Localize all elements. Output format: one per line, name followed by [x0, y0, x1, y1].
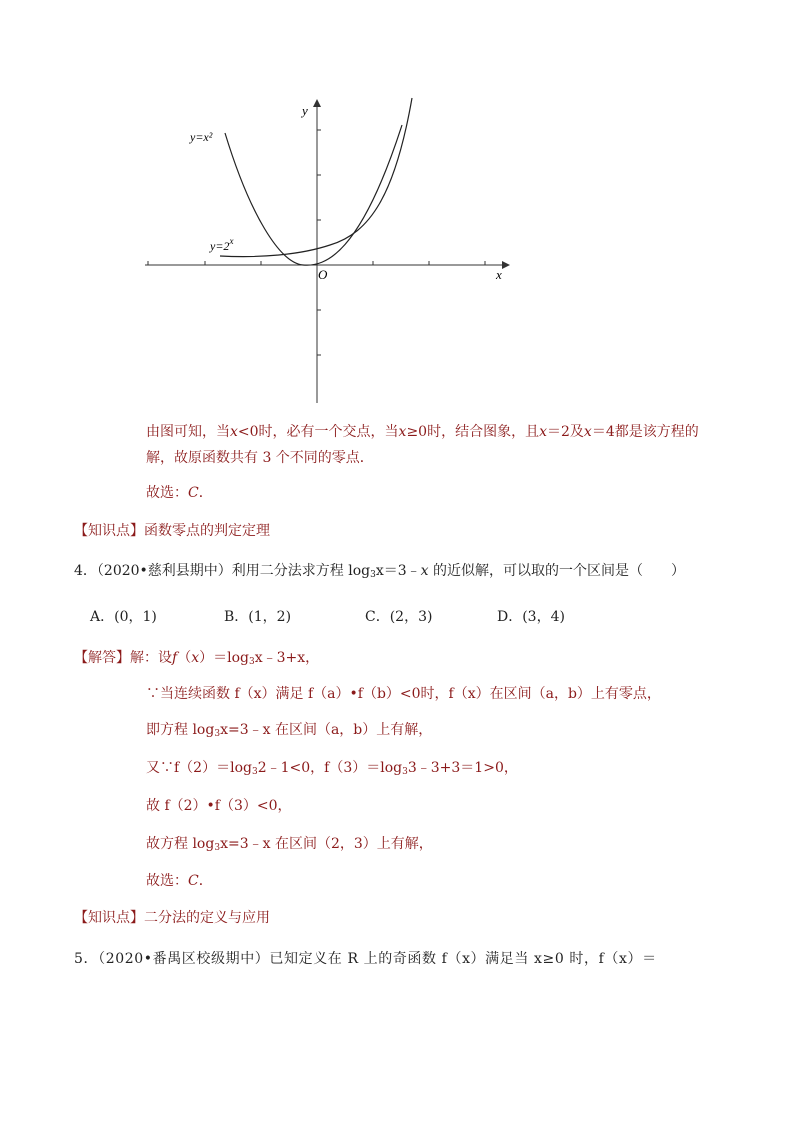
function-graph [140, 95, 520, 410]
knowledge-point-3: 【知识点】函数零点的判定定理 [74, 523, 270, 539]
x-axis-label: x [496, 267, 502, 282]
y-ticks [317, 130, 321, 355]
solution3-answer: 故选：C． [146, 485, 213, 501]
solution4-line2: ∵当连续函数 f（x）满足 f（a）•f（b）<0时，f（x）在区间（a，b）上有零点， [146, 686, 661, 702]
solution4-line5: 故 f（2）•f（3）<0， [146, 798, 292, 814]
choice-a: A．(0，1) [90, 609, 157, 625]
solution4-answer: 故选：C． [146, 873, 213, 889]
curve-x-squared [225, 125, 402, 265]
x-axis-arrow [502, 261, 510, 269]
choice-b: B．(1，2) [224, 609, 292, 625]
curve-2x-label: $y=2^x$ [210, 236, 234, 253]
origin-label: O [318, 267, 328, 282]
curve-x-squared-label: y=x² [190, 130, 213, 144]
question-4: 4．（2020•慈利县期中）利用二分法求方程 $\log_3x=3﹣x$ 的近似解，可以取的一个区间是（ ） [74, 563, 686, 580]
choice-d: D．(3，4) [497, 609, 565, 625]
solution3-line1: 由图可知，当x<0时，必有一个交点，当x≥0时，结合图象，且x＝2及x＝4都是该方程的 [146, 424, 699, 440]
y-axis-label: y [302, 103, 308, 118]
solution4-line1: 【解答】解：设$f(x)=\log_3x﹣3+x$， [74, 650, 320, 667]
y-axis-arrow [313, 99, 321, 107]
knowledge-point-4: 【知识点】二分法的定义与应用 [74, 910, 270, 926]
solution3-line2: 解，故原函数共有 3 个不同的零点． [146, 450, 374, 466]
solution4-line4: 又$\because f(2)=\log_32﹣1<0$，$f(3)=\log_33﹣3+3=1>0$， [146, 760, 518, 777]
solution4-line3: 即方程 $\log_3x=3﹣x$ 在区间（a，b）上有解， [146, 722, 433, 739]
choice-c: C．(2，3) [365, 609, 433, 625]
question-5: 5．（2020•番禺区校级期中）已知定义在 R 上的奇函数 f（x）满足当 x≥0 时，f（x）＝ [74, 951, 657, 967]
solution4-line6: 故方程 $\log_3x=3﹣x$ 在区间（2，3）上有解， [146, 836, 433, 853]
